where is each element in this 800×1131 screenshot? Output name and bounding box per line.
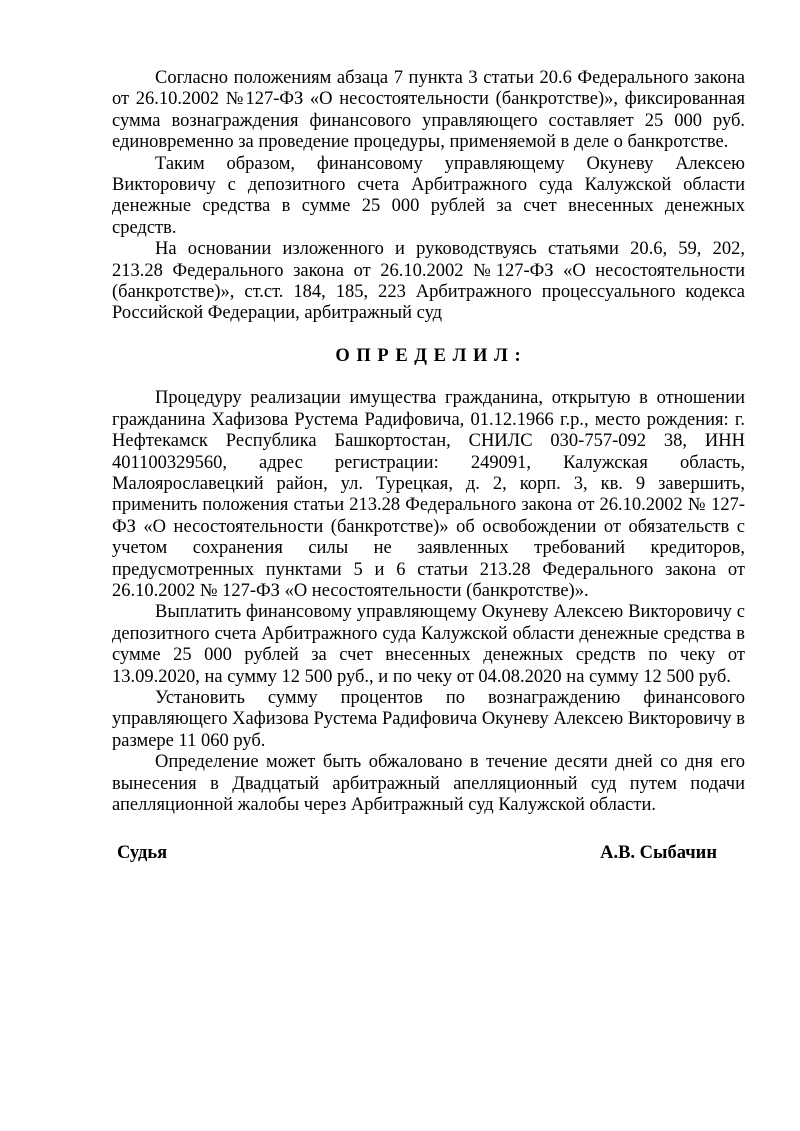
intro-paragraph: Таким образом, финансовому управляющему Окуневу Алексею Викторовичу с депозитного счета Арбитражного суда Калужской области денежные средства в сумме 25 000 рублей за счет внесенных денежных средств. xyxy=(112,153,745,238)
intro-paragraphs xyxy=(112,68,745,325)
document-body xyxy=(112,68,745,865)
signature-row xyxy=(112,843,745,864)
ruling-paragraph: Процедуру реализации имущества гражданина, открытую в отношении гражданина Хафизова Рустема Радифовича, 01.12.1966 г.р., место рождения: г. Нефтекамск Республика Башкортостан, СНИЛС 030-757-092 38, ИНН 401100329560, адрес регистрации: 249091, Калужская область, Малоярославецкий район, ул. Турецкая, д. 2, корп. 3, кв. 9 завершить, применить положения статьи 213.28 Федерального закона от 26.10.2002 № 127-ФЗ «О несостоятельности (банкротстве)» об освобождении от обязательств с учетом сохранения силы не заявленных требований кредиторов, предусмотренных пунктами 5 и 6 статьи 213.28 Федерального закона от 26.10.2002 № 127-ФЗ «О несостоятельности (банкротстве)». xyxy=(112,388,745,601)
intro-paragraph: Согласно положениям абзаца 7 пункта 3 статьи 20.6 Федерального закона от 26.10.2002 №127-ФЗ «О несостоятельности (банкротстве)», фиксированная сумма вознаграждения финансового управляющего составляет 25 000 руб. единовременно за проведение процедуры, применяемой в деле о банкротстве. xyxy=(112,68,745,153)
ruling-paragraph: Выплатить финансовому управляющему Окуневу Алексею Викторовичу с депозитного счета Арбитражного суда Калужской области денежные средства в сумме 25 000 рублей за счет внесенных денежных средств по чеку от 13.09.2020, на сумму 12 500 руб., и по чеку от 04.08.2020 на сумму 12 500 руб. xyxy=(112,602,745,687)
intro-paragraph: На основании изложенного и руководствуясь статьями 20.6, 59, 202, 213.28 Федерального закона от 26.10.2002 №127-ФЗ «О несостоятельности (банкротстве)», ст.ст. 184, 185, 223 Арбитражного процессуального кодекса Российской Федерации, арбитражный суд xyxy=(112,239,745,324)
ruling-heading: О П Р Е Д Е Л И Л : xyxy=(335,345,522,366)
ruling-paragraph: Определение может быть обжаловано в течение десяти дней со дня его вынесения в Двадцатый арбитражный апелляционный суд путем подачи апелляционной жалобы через Арбитражный суд Калужской области. xyxy=(112,752,745,815)
judge-label: Судья xyxy=(117,843,168,864)
ruling-paragraph: Установить сумму процентов по вознаграждению финансового управляющего Хафизова Рустема Радифовича Окуневу Алексею Викторовичу в размере 11 060 руб. xyxy=(112,687,745,751)
ruling-paragraphs xyxy=(112,388,745,816)
judge-name: А.В. Сыбачин xyxy=(600,843,717,864)
